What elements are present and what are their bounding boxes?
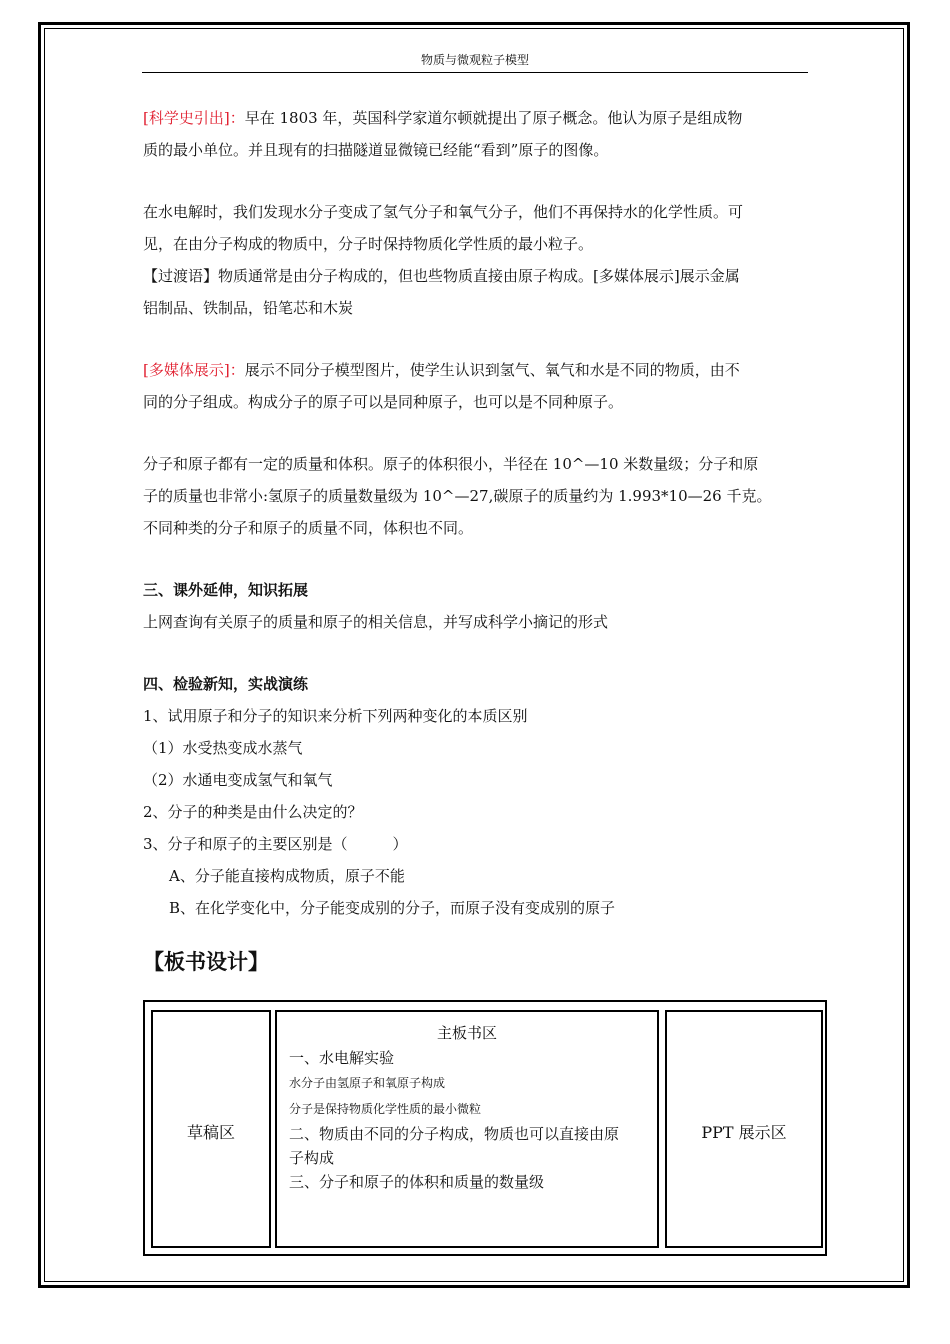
section-3-text: 上网查询有关原子的质量和原子的相关信息，并写成科学小摘记的形式: [143, 613, 609, 631]
question-3-option-b: B、在化学变化中，分子能变成别的分子，而原子没有变成别的原子: [169, 899, 616, 917]
mass-volume-text-c: 不同种类的分子和原子的质量不同，体积也不同。: [143, 519, 474, 537]
main-board-line-4a: 二、物质由不同的分子构成，物质也可以直接由原: [289, 1125, 620, 1143]
question-2: 2、分子的种类是由什么决定的？: [143, 803, 363, 821]
draft-area-label: 草稿区: [186, 1123, 235, 1142]
multimedia-text-b: 同的分子组成。构成分子的原子可以是同种原子，也可以是不同种原子。: [143, 393, 624, 411]
paragraph-science-history: [143, 102, 813, 134]
multimedia-label: [多媒体展示]：: [143, 361, 245, 379]
section-4-heading: 四、检验新知，实战演练: [143, 675, 309, 693]
board-design-table: [143, 1000, 827, 1256]
question-1-part-a: （1）水受热变成水蒸气: [143, 739, 303, 757]
main-board-line-5: 三、分子和原子的体积和质量的数量级: [289, 1173, 545, 1191]
mass-volume-text-a: 分子和原子都有一定的质量和体积。原子的体积很小，半径在 10^—10 米数量级；分子和原: [143, 455, 759, 473]
question-3: 3、分子和原子的主要区别是（ ）: [143, 835, 408, 853]
ppt-area-cell: [665, 1010, 823, 1248]
draft-area-cell: [151, 1010, 271, 1248]
multimedia-text-a: 展示不同分子模型图片，使学生认识到氢气、氧气和水是不同的物质，由不: [244, 361, 740, 379]
transition-text-a: 【过渡语】物质通常是由分子构成的，但也些物质直接由原子构成。[多媒体展示]展示金属: [143, 267, 740, 285]
section-3-heading: 三、课外延伸，知识拓展: [143, 581, 309, 599]
main-board-line-4b: 子构成: [289, 1149, 335, 1167]
mass-volume-text-b: 子的质量也非常小:氢原子的质量数量级为 10^—27,碳原子的质量约为 1.993*10—26 千克。: [143, 487, 772, 505]
science-history-text-b: 质的最小单位。并且现有的扫描隧道显微镜已经能“看到”原子的图像。: [143, 141, 609, 159]
main-board-title: 主板书区: [436, 1024, 497, 1042]
page-header-title: 物质与微观粒子模型: [420, 53, 529, 67]
paragraph-multimedia: [143, 354, 813, 386]
main-board-line-1: 一、水电解实验: [289, 1049, 395, 1067]
board-design-title: 【板书设计】: [143, 949, 269, 974]
main-board-cell: [275, 1010, 659, 1248]
electrolysis-text-a: 在水电解时，我们发现水分子变成了氢气分子和氧气分子，他们不再保持水的化学性质。可: [143, 203, 744, 221]
question-1: 1、试用原子和分子的知识来分析下列两种变化的本质区别: [143, 707, 528, 725]
science-history-text-a: 早在 1803 年，英国科学家道尔顿就提出了原子概念。他认为原子是组成物: [244, 109, 743, 127]
main-board-line-3: 分子是保持物质化学性质的最小微粒: [289, 1102, 482, 1116]
question-1-part-b: （2）水通电变成氢气和氧气: [143, 771, 333, 789]
electrolysis-text-b: 见，在由分子构成的物质中，分子时保持物质化学性质的最小粒子。: [143, 235, 594, 253]
ppt-area-label: PPT 展示区: [701, 1123, 787, 1142]
main-board-line-2: 水分子由氢原子和氧原子构成: [289, 1076, 446, 1090]
header-rule: [142, 72, 808, 73]
transition-text-b: 铝制品、铁制品，铅笔芯和木炭: [143, 299, 354, 317]
question-3-option-a: A、分子能直接构成物质，原子不能: [169, 867, 405, 885]
document-body: [143, 102, 813, 924]
science-history-label: [科学史引出]：: [143, 109, 245, 127]
